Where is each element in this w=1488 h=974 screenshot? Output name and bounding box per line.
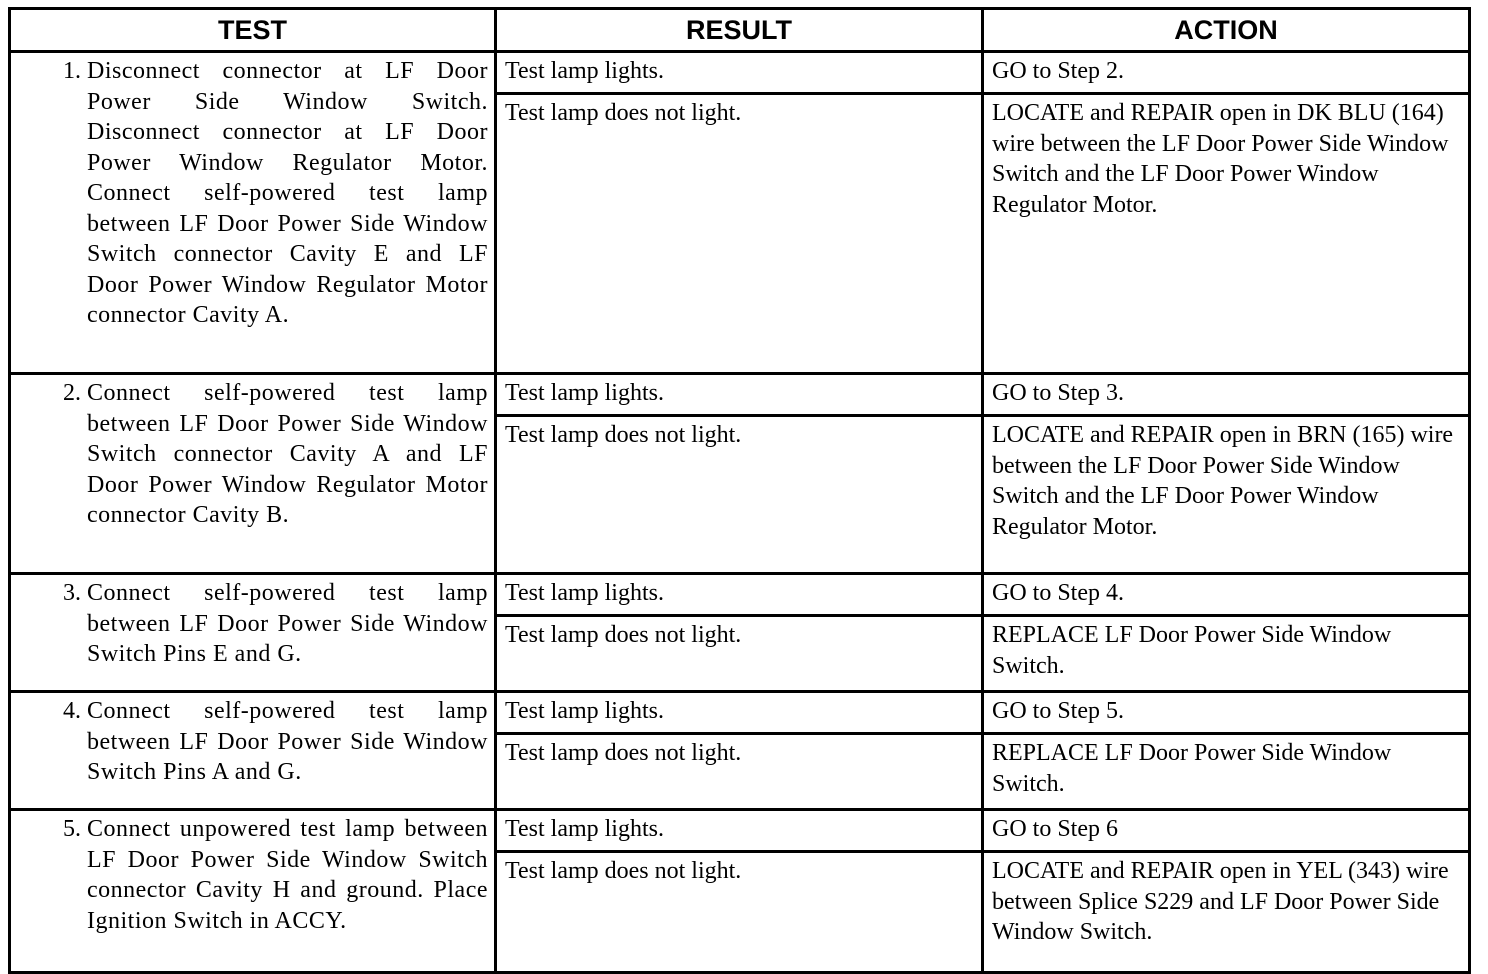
diagnostic-table xyxy=(8,7,1471,974)
header-result: RESULT xyxy=(496,9,983,52)
header-action: ACTION xyxy=(983,9,1470,52)
step-4-row-lights xyxy=(10,692,1470,734)
step-1-result-lights: Test lamp lights. xyxy=(496,52,983,94)
step-2-number: 2. xyxy=(63,380,81,406)
step-3-row-lights xyxy=(10,574,1470,616)
step-2-test-text: Connect self-powered test lamp between LF Door Power Side Window Switch connector Cavity A and LF Door Power Window Regulator Motor connector Cavity B. xyxy=(87,380,488,528)
step-1-row-lights xyxy=(10,52,1470,94)
step-5-row-lights xyxy=(10,810,1470,852)
step-1-test-text: Disconnect connector at LF Door Power Side Window Switch. Disconnect connector at LF Door Power Window Regulator Motor. Connect self-powered test lamp between LF Door Power Side Window Switch connector Cavity E and LF Door Power Window Regulator Motor connector Cavity A. xyxy=(87,58,488,328)
step-5-result-no-light: Test lamp does not light. xyxy=(496,852,983,973)
step-4-action-lights: GO to Step 5. xyxy=(983,692,1470,734)
step-3-action-lights: GO to Step 4. xyxy=(983,574,1470,616)
step-3-test-text: Connect self-powered test lamp between LF Door Power Side Window Switch Pins E and G. xyxy=(87,580,488,667)
step-3-test-cell xyxy=(10,574,496,692)
step-4-action-no-light: REPLACE LF Door Power Side Window Switch. xyxy=(983,734,1470,810)
step-4-result-no-light: Test lamp does not light. xyxy=(496,734,983,810)
step-1-action-lights: GO to Step 2. xyxy=(983,52,1470,94)
step-5-action-lights: GO to Step 6 xyxy=(983,810,1470,852)
step-5-test-text: Connect unpowered test lamp between LF Door Power Side Window Switch connector Cavity H and ground. Place Ignition Switch in ACCY. xyxy=(87,816,488,934)
step-3-result-no-light: Test lamp does not light. xyxy=(496,616,983,692)
step-1-number: 1. xyxy=(63,58,81,84)
step-4-test-text: Connect self-powered test lamp between LF Door Power Side Window Switch Pins A and G. xyxy=(87,698,488,785)
step-3-number: 3. xyxy=(63,580,81,606)
step-1-action-no-light: LOCATE and REPAIR open in DK BLU (164) wire between the LF Door Power Side Window Switch and the LF Door Power Window Regulator Motor. xyxy=(983,94,1470,374)
step-3-action-no-light: REPLACE LF Door Power Side Window Switch. xyxy=(983,616,1470,692)
step-5-result-lights: Test lamp lights. xyxy=(496,810,983,852)
step-2-row-lights xyxy=(10,374,1470,416)
step-2-result-no-light: Test lamp does not light. xyxy=(496,416,983,574)
step-4-result-lights: Test lamp lights. xyxy=(496,692,983,734)
header-test: TEST xyxy=(10,9,496,52)
header-row xyxy=(10,9,1470,52)
step-5-action-no-light: LOCATE and REPAIR open in YEL (343) wire between Splice S229 and LF Door Power Side Window Switch. xyxy=(983,852,1470,973)
step-5-test-cell xyxy=(10,810,496,973)
step-1-test-cell xyxy=(10,52,496,374)
step-2-action-no-light: LOCATE and REPAIR open in BRN (165) wire between the LF Door Power Side Window Switch and the LF Door Power Window Regulator Motor. xyxy=(983,416,1470,574)
step-4-number: 4. xyxy=(63,698,81,724)
step-2-test-cell xyxy=(10,374,496,574)
step-2-result-lights: Test lamp lights. xyxy=(496,374,983,416)
step-2-action-lights: GO to Step 3. xyxy=(983,374,1470,416)
step-3-result-lights: Test lamp lights. xyxy=(496,574,983,616)
step-5-number: 5. xyxy=(63,816,81,842)
step-1-result-no-light: Test lamp does not light. xyxy=(496,94,983,374)
step-4-test-cell xyxy=(10,692,496,810)
